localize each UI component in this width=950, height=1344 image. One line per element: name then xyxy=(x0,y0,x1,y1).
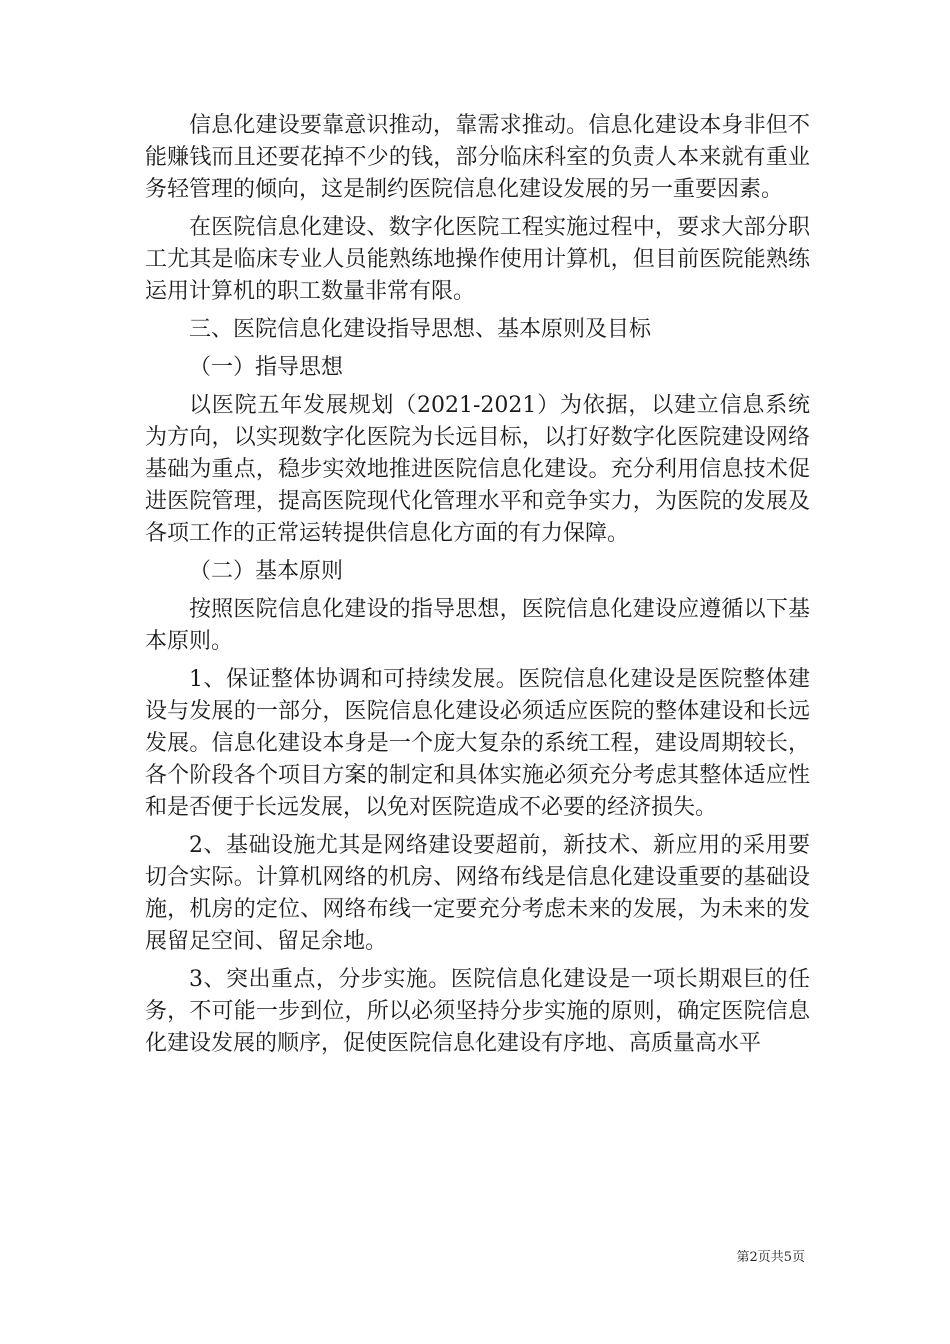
paragraph: 2、基础设施尤其是网络建设要超前，新技术、新应用的采用要切合实际。计算机网络的机房、网络布线是信息化建设重要的基础设施，机房的定位、网络布线一定要充分考虑未来的发展，为未来的发展留足空间、留足余地。 xyxy=(145,833,810,954)
paragraph: 在医院信息化建设、数字化医院工程实施过程中，要求大部分职工尤其是临床专业人员能熟练地操作使用计算机，但目前医院能熟练运用计算机的职工数量非常有限。 xyxy=(145,215,810,304)
section-heading: 三、医院信息化建设指导思想、基本原则及目标 xyxy=(189,317,652,342)
page-number: 第2页共5页 xyxy=(736,1250,805,1265)
paragraph: 以医院五年发展规划（2021-2021）为依据，以建立信息系统为方向，以实现数字化医院为长远目标，以打好数字化医院建设网络基础为重点，稳步实效地推进医院信息化建设。充分利用信息技术促进医院管理，提高医院现代化管理水平和竞争实力，为医院的发展及各项工作的正常运转提供信息化方面的有力保障。 xyxy=(145,393,810,546)
paragraph: 1、保证整体协调和可持续发展。医院信息化建设是医院整体建设与发展的一部分，医院信息化建设必须适应医院的整体建设和长远发展。信息化建设本身是一个庞大复杂的系统工程，建设周期较长，各个阶段各个项目方案的制定和具体实施必须充分考虑其整体适应性和是否便于长远发展，以免对医院造成不必要的经济损失。 xyxy=(145,667,810,820)
document-body xyxy=(145,110,810,1060)
paragraph: 按照医院信息化建设的指导思想，医院信息化建设应遵循以下基本原则。 xyxy=(145,597,810,654)
subsection-heading: （一）指导思想 xyxy=(189,355,344,380)
paragraph: 3、突出重点，分步实施。医院信息化建设是一项长期艰巨的任务，不可能一步到位，所以必须坚持分步实施的原则，确定医院信息化建设发展的顺序，促使医院信息化建设有序地、高质量高水平 xyxy=(145,967,810,1056)
subsection-heading: （二）基本原则 xyxy=(189,559,344,584)
paragraph: 信息化建设要靠意识推动，靠需求推动。信息化建设本身非但不能赚钱而且还要花掉不少的钱，部分临床科室的负责人本来就有重业务轻管理的倾向，这是制约医院信息化建设发展的另一重要因素。 xyxy=(145,113,810,202)
